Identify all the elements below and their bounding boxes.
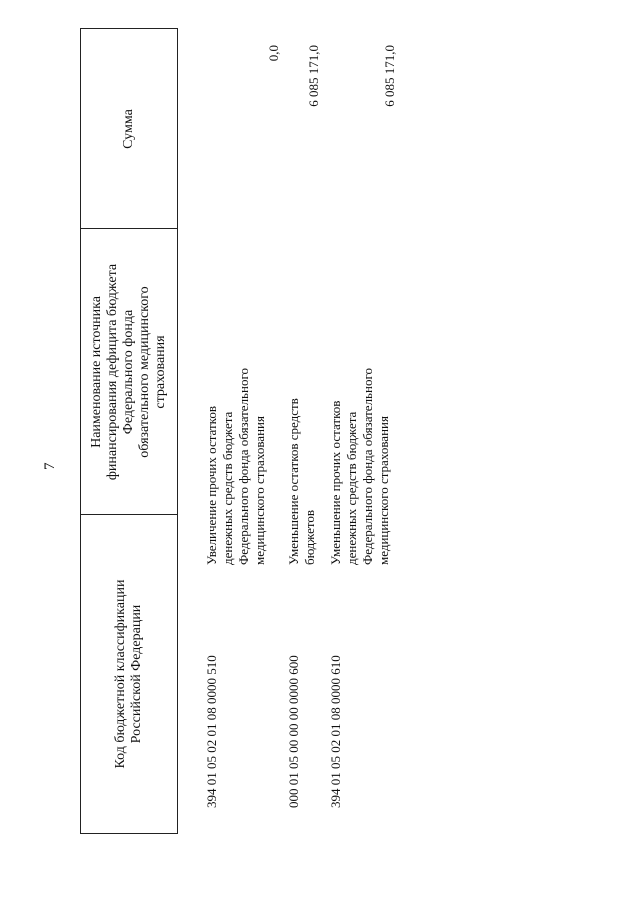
- row-name-line: медицинского страхования: [376, 416, 391, 565]
- row-sum: 0,0: [266, 45, 281, 62]
- header-name-line-1: Наименование источника: [89, 296, 104, 448]
- row-name-line: бюджетов: [302, 509, 317, 565]
- row-sum: 6 085 171,0: [306, 45, 321, 107]
- page-number: 7: [42, 462, 58, 470]
- header-sum: [81, 29, 177, 229]
- budget-table-header: [80, 28, 178, 834]
- row-name: [286, 315, 318, 565]
- header-name-line-5: страхования: [153, 335, 168, 409]
- header-name-line-4: обязательного медицинского: [137, 286, 152, 458]
- header-name-line-2: финансирования дефицита бюджета: [105, 263, 120, 481]
- header-name-line-3: Федерального фонда: [121, 309, 136, 435]
- row-code: 000 01 05 00 00 00 0000 600: [286, 655, 301, 808]
- header-sum-line-1: Сумма: [121, 109, 136, 149]
- row-name-line: Увеличение прочих остатков: [204, 406, 219, 565]
- row-name-line: Уменьшение остатков средств: [286, 398, 301, 565]
- row-name-line: Уменьшение прочих остатков: [328, 400, 343, 565]
- row-name-line: денежных средств бюджета: [344, 411, 359, 565]
- header-code-line-1: Код бюджетной классификации: [113, 579, 128, 769]
- row-name-line: медицинского страхования: [252, 416, 267, 565]
- header-code-line-2: Российской Федерации: [129, 604, 144, 744]
- row-name-line: денежных средств бюджета: [220, 411, 235, 565]
- row-code: 394 01 05 02 01 08 0000 510: [204, 655, 219, 808]
- row-name-line: Федерального фонда обязательного: [236, 368, 251, 565]
- row-name: [204, 315, 268, 565]
- row-code: 394 01 05 02 01 08 0000 610: [328, 655, 343, 808]
- row-name-line: Федерального фонда обязательного: [360, 368, 375, 565]
- row-name: [328, 315, 392, 565]
- header-name: [81, 229, 177, 515]
- header-code: [81, 515, 177, 833]
- row-sum: 6 085 171,0: [382, 45, 397, 107]
